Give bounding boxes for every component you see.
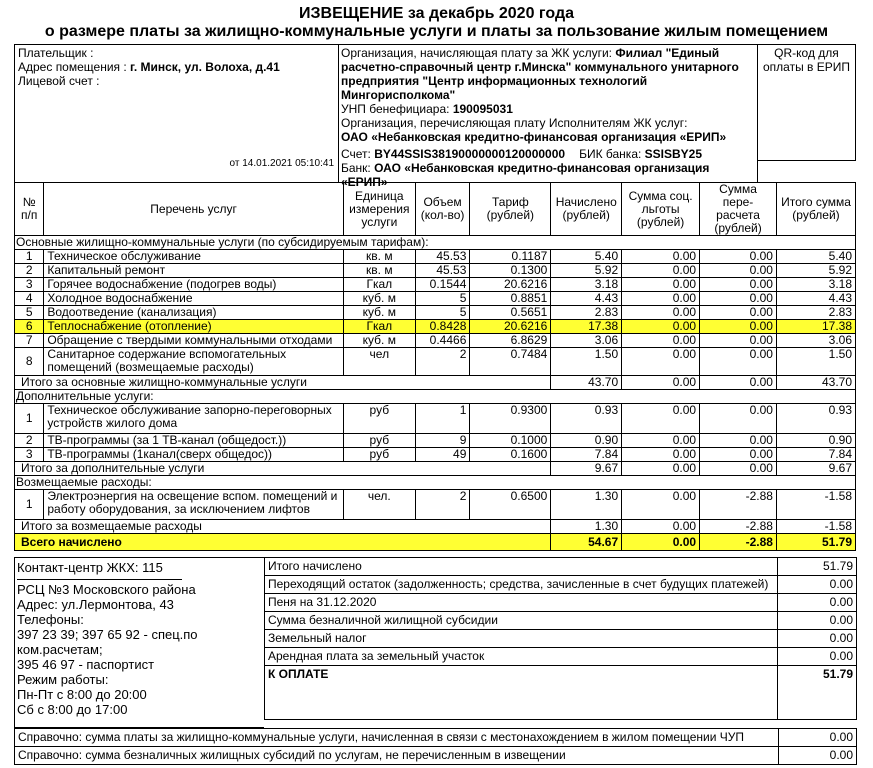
cell-recalc: 0.00	[700, 448, 777, 462]
grand-total-total: 51.79	[776, 534, 855, 551]
bank-label: Банк:	[341, 161, 375, 175]
cell-tariff: 0.9300	[470, 404, 551, 434]
cell-n: 6	[15, 320, 44, 334]
col-header-volume: Объем (кол-во)	[415, 183, 470, 236]
footnote-row	[15, 747, 857, 765]
section-title: Возмещаемые расходы:	[15, 476, 856, 490]
cell-unit: руб	[343, 404, 415, 434]
col-header-tariff: Тариф (рублей)	[470, 183, 551, 236]
cell-charged: 4.43	[551, 292, 622, 306]
cell-charged: 1.50	[551, 348, 622, 376]
payer-label: Плательщик :	[18, 46, 94, 60]
col-header-service: Перечень услуг	[44, 183, 344, 236]
cell-recalc: 0.00	[700, 334, 777, 348]
cell-tariff: 0.8851	[470, 292, 551, 306]
cell-charged: 0.90	[551, 434, 622, 448]
grand-total-label: Всего начислено	[15, 534, 551, 551]
bank-account-line	[341, 147, 755, 161]
cell-total: 7.84	[776, 448, 855, 462]
cell-name: Санитарное содержание вспомогательных помещений (возмещаемые расходы)	[44, 348, 344, 376]
cell-charged: 17.38	[551, 320, 622, 334]
table-row	[15, 264, 856, 278]
footnote-row	[15, 729, 857, 747]
cell-tariff: 20.6216	[470, 278, 551, 292]
cell-benefit: 0.00	[622, 348, 700, 376]
cell-charged: 5.92	[551, 264, 622, 278]
contact-block	[14, 557, 264, 728]
table-row	[15, 306, 856, 320]
cell-unit: чел	[343, 348, 415, 376]
cell-benefit: 0.00	[622, 404, 700, 434]
cell-charged: 1.30	[551, 490, 622, 520]
cell-recalc: 0.00	[700, 264, 777, 278]
contact-phones-1: 397 23 39; 397 65 92 - спец.по	[17, 627, 198, 642]
summary-row	[265, 630, 857, 648]
cell-benefit: 0.00	[622, 264, 700, 278]
summary-row	[265, 648, 857, 666]
cell-total: -1.58	[776, 490, 855, 520]
table-row	[15, 448, 856, 462]
cell-total: 1.50	[776, 348, 855, 376]
invoice-title: ИЗВЕЩЕНИЕ за декабрь 2020 года	[299, 5, 574, 22]
footnote-label: Справочно: сумма платы за жилищно-коммунальные услуги, начисленная в связи с местонахождением в жилом помещении ЧУП	[15, 729, 779, 747]
cell-tariff: 20.6216	[470, 320, 551, 334]
cell-n: 4	[15, 292, 44, 306]
contact-rsc: РСЦ №3 Московского района	[17, 582, 196, 597]
cell-benefit: 0.00	[622, 334, 700, 348]
total-cell-benefit: 0.00	[622, 376, 700, 390]
footnotes-table	[14, 728, 857, 765]
cell-vol: 0.1544	[415, 278, 470, 292]
cell-n: 5	[15, 306, 44, 320]
summary-row	[265, 612, 857, 630]
table-row	[15, 278, 856, 292]
cell-n: 3	[15, 448, 44, 462]
cell-name: Капитальный ремонт	[44, 264, 344, 278]
cell-benefit: 0.00	[622, 434, 700, 448]
cell-charged: 3.06	[551, 334, 622, 348]
section-title: Дополнительные услуги:	[15, 390, 856, 404]
section-title-row	[15, 390, 856, 404]
cell-recalc: 0.00	[700, 306, 777, 320]
cell-n: 7	[15, 334, 44, 348]
contact-hours-1: Пн-Пт с 8:00 до 20:00	[17, 687, 147, 702]
issue-timestamp: от 14.01.2021 05:10:41	[229, 158, 334, 169]
cell-vol: 5	[415, 306, 470, 320]
qr-box	[757, 44, 856, 161]
cell-n: 2	[15, 264, 44, 278]
cell-benefit: 0.00	[622, 490, 700, 520]
total-cell-total: 9.67	[776, 462, 855, 476]
section-total-label: Итого за возмещаемые расходы	[15, 520, 551, 534]
cell-recalc: 0.00	[700, 250, 777, 264]
table-row	[15, 348, 856, 376]
cell-total: 17.38	[776, 320, 855, 334]
bik-value: SSISBY25	[644, 147, 703, 161]
footnote-value: 0.00	[779, 729, 857, 747]
cell-vol: 49	[415, 448, 470, 462]
summary-label: Переходящий остаток (задолженность; средства, зачисленные в счет будущих платежей)	[265, 576, 778, 594]
summary-row	[265, 594, 857, 612]
cell-name: Теплоснабжение (отопление)	[44, 320, 344, 334]
section-total-label: Итого за дополнительные услуги	[15, 462, 551, 476]
summary-value: 0.00	[778, 630, 857, 648]
total-cell-charged: 1.30	[551, 520, 622, 534]
cell-name: Техническое обслуживание запорно-переговорных устройств жилого дома	[44, 404, 344, 434]
cell-name: ТВ-программы (за 1 ТВ-канал (общедост.))	[44, 434, 344, 448]
summary-row	[265, 576, 857, 594]
qr-label: QR-код для оплаты в ЕРИП	[762, 46, 850, 74]
table-row	[15, 292, 856, 306]
cell-name: Электроэнергия на освещение вспом. помещений и работу оборудования, за исключением лифтов	[44, 490, 344, 520]
section-total-row	[15, 462, 856, 476]
cell-recalc: 0.00	[700, 292, 777, 306]
total-cell-recalc: -2.88	[700, 520, 777, 534]
cell-charged: 0.93	[551, 404, 622, 434]
cell-tariff: 0.1000	[470, 434, 551, 448]
cell-unit: куб. м	[343, 306, 415, 320]
recv-value: ОАО «Небанковская кредитно-финансовая организация «ЕРИП»	[341, 130, 727, 144]
cell-total: 0.90	[776, 434, 855, 448]
cell-charged: 2.83	[551, 306, 622, 320]
services-table	[14, 182, 856, 551]
unp-label: УНП бенефициара:	[341, 102, 453, 116]
contact-hours-label: Режим работы:	[17, 672, 109, 687]
cell-tariff: 0.1300	[470, 264, 551, 278]
cell-n: 1	[15, 250, 44, 264]
section-total-row	[15, 376, 856, 390]
cell-unit: Гкал	[343, 320, 415, 334]
summary-label: Пеня на 31.12.2020	[265, 594, 778, 612]
footnote-label: Справочно: сумма безналичных жилищных субсидий по услугам, не перечисленным в извещении	[15, 747, 779, 765]
cell-tariff: 6.8629	[470, 334, 551, 348]
summary-row	[265, 558, 857, 576]
col-header-benefit: Сумма соц. льготы (рублей)	[622, 183, 700, 236]
footnote-value: 0.00	[779, 747, 857, 765]
address-value: г. Минск, ул. Волоха, д.41	[130, 60, 280, 74]
org-line	[341, 46, 755, 102]
org-value: Филиал "Единый расчетно-справочный центр г.Минска" коммунального унитарного предприятия "Центр информационных технологий Мингорисполкома"	[341, 46, 739, 102]
grand-total-benefit: 0.00	[622, 534, 700, 551]
bank-account-value: BY44SSIS38190000000120000000	[374, 147, 566, 161]
table-row	[15, 490, 856, 520]
col-header-charged: Начислено (рублей)	[551, 183, 622, 236]
cell-tariff: 0.6500	[470, 490, 551, 520]
contact-hours-2: Сб с 8:00 до 17:00	[17, 702, 128, 717]
invoice-subtitle: о размере платы за жилищно-коммунальные услуги и платы за пользование жилым помещением	[44, 23, 829, 40]
total-cell-charged: 43.70	[551, 376, 622, 390]
summary-label: Земельный налог	[265, 630, 778, 648]
cell-vol: 0.8428	[415, 320, 470, 334]
summary-value: 0.00	[778, 576, 857, 594]
contact-phones-3: 395 46 97 - паспортист	[17, 657, 155, 672]
col-header-total: Итого сумма (рублей)	[776, 183, 855, 236]
total-cell-benefit: 0.00	[622, 520, 700, 534]
table-row	[15, 334, 856, 348]
cell-tariff: 0.1187	[470, 250, 551, 264]
section-total-label: Итого за основные жилищно-коммунальные услуги	[15, 376, 551, 390]
payer-box	[14, 44, 339, 183]
cell-charged: 7.84	[551, 448, 622, 462]
bank-account-label: Счет:	[341, 147, 375, 161]
summary-value: 0.00	[778, 594, 857, 612]
bank-value: ОАО «Небанковская кредитно-финансовая организация «ЕРИП»	[341, 161, 710, 189]
table-row	[15, 404, 856, 434]
contact-divider	[17, 575, 182, 580]
cell-total: 3.18	[776, 278, 855, 292]
table-header-row	[15, 183, 856, 236]
cell-unit: кв. м	[343, 264, 415, 278]
cell-recalc: -2.88	[700, 490, 777, 520]
contact-center: Контакт-центр ЖКХ: 115	[17, 560, 163, 575]
summary-label: Итого начислено	[265, 558, 778, 576]
contact-address: Адрес: ул.Лермонтова, 43	[17, 597, 174, 612]
total-cell-charged: 9.67	[551, 462, 622, 476]
cell-total: 3.06	[776, 334, 855, 348]
cell-vol: 45.53	[415, 264, 470, 278]
cell-unit: Гкал	[343, 278, 415, 292]
cell-name: Техническое обслуживание	[44, 250, 344, 264]
cell-name: ТВ-программы (1канал(сверх общедос))	[44, 448, 344, 462]
cell-vol: 2	[415, 348, 470, 376]
cell-name: Обращение с твердыми коммунальными отходами	[44, 334, 344, 348]
total-cell-total: 43.70	[776, 376, 855, 390]
cell-n: 8	[15, 348, 44, 376]
cell-unit: чел.	[343, 490, 415, 520]
summary-value: 51.79	[778, 666, 857, 720]
cell-tariff: 0.7484	[470, 348, 551, 376]
cell-n: 2	[15, 434, 44, 448]
cell-benefit: 0.00	[622, 320, 700, 334]
section-total-row	[15, 520, 856, 534]
cell-name: Водоотведение (канализация)	[44, 306, 344, 320]
total-cell-recalc: 0.00	[700, 376, 777, 390]
cell-unit: куб. м	[343, 334, 415, 348]
contact-phones-2: ком.расчетам;	[17, 642, 103, 657]
cell-total: 2.83	[776, 306, 855, 320]
cell-n: 1	[15, 404, 44, 434]
grand-total-recalc: -2.88	[700, 534, 777, 551]
section-title: Основные жилищно-коммунальные услуги (по субсидируемым тарифам):	[15, 236, 856, 250]
cell-benefit: 0.00	[622, 278, 700, 292]
summary-value: 0.00	[778, 648, 857, 666]
bik-label: БИК банка:	[579, 147, 645, 161]
cell-benefit: 0.00	[622, 292, 700, 306]
section-title-row	[15, 236, 856, 250]
cell-charged: 5.40	[551, 250, 622, 264]
cell-tariff: 0.5651	[470, 306, 551, 320]
organization-box	[338, 44, 758, 189]
col-header-recalc: Сумма пере-расчета (рублей)	[700, 183, 777, 236]
cell-recalc: 0.00	[700, 278, 777, 292]
cell-vol: 2	[415, 490, 470, 520]
unp-value: 190095031	[452, 102, 513, 116]
cell-total: 5.92	[776, 264, 855, 278]
cell-name: Холодное водоснабжение	[44, 292, 344, 306]
cell-unit: руб	[343, 434, 415, 448]
summary-label: Сумма безналичной жилищной субсидии	[265, 612, 778, 630]
cell-recalc: 0.00	[700, 348, 777, 376]
account-label: Лицевой счет :	[18, 74, 100, 88]
cell-vol: 9	[415, 434, 470, 448]
cell-name: Горячее водоснабжение (подогрев воды)	[44, 278, 344, 292]
recv-label: Организация, перечисляющая плату Исполнителям ЖК услуг:	[341, 116, 688, 130]
col-header-num: № п/п	[15, 183, 44, 236]
cell-unit: кв. м	[343, 250, 415, 264]
cell-total: 4.43	[776, 292, 855, 306]
grand-total-row	[15, 534, 856, 551]
cell-vol: 5	[415, 292, 470, 306]
cell-n: 1	[15, 490, 44, 520]
table-row	[15, 434, 856, 448]
cell-unit: руб	[343, 448, 415, 462]
grand-total-charged: 54.67	[551, 534, 622, 551]
table-row	[15, 250, 856, 264]
total-cell-benefit: 0.00	[622, 462, 700, 476]
summary-row	[265, 666, 857, 720]
address-label: Адрес помещения :	[18, 60, 131, 74]
cell-tariff: 0.1600	[470, 448, 551, 462]
table-row	[15, 320, 856, 334]
cell-vol: 45.53	[415, 250, 470, 264]
cell-n: 3	[15, 278, 44, 292]
cell-benefit: 0.00	[622, 448, 700, 462]
contact-phones-label: Телефоны:	[17, 612, 84, 627]
col-header-unit: Единица измерения услуги	[343, 183, 415, 236]
cell-vol: 1	[415, 404, 470, 434]
org-label: Организация, начисляющая плату за ЖК услуги:	[341, 46, 616, 60]
cell-recalc: 0.00	[700, 434, 777, 448]
cell-benefit: 0.00	[622, 250, 700, 264]
summary-value: 0.00	[778, 612, 857, 630]
address-line	[18, 60, 335, 74]
total-cell-total: -1.58	[776, 520, 855, 534]
summary-table	[264, 557, 857, 720]
cell-charged: 3.18	[551, 278, 622, 292]
summary-label: К ОПЛАТЕ	[265, 666, 778, 720]
unp-line	[341, 102, 755, 116]
cell-recalc: 0.00	[700, 320, 777, 334]
cell-unit: куб. м	[343, 292, 415, 306]
total-cell-recalc: 0.00	[700, 462, 777, 476]
cell-benefit: 0.00	[622, 306, 700, 320]
cell-vol: 0.4466	[415, 334, 470, 348]
summary-value: 51.79	[778, 558, 857, 576]
cell-total: 0.93	[776, 404, 855, 434]
cell-recalc: 0.00	[700, 404, 777, 434]
cell-total: 5.40	[776, 250, 855, 264]
section-title-row	[15, 476, 856, 490]
summary-label: Арендная плата за земельный участок	[265, 648, 778, 666]
